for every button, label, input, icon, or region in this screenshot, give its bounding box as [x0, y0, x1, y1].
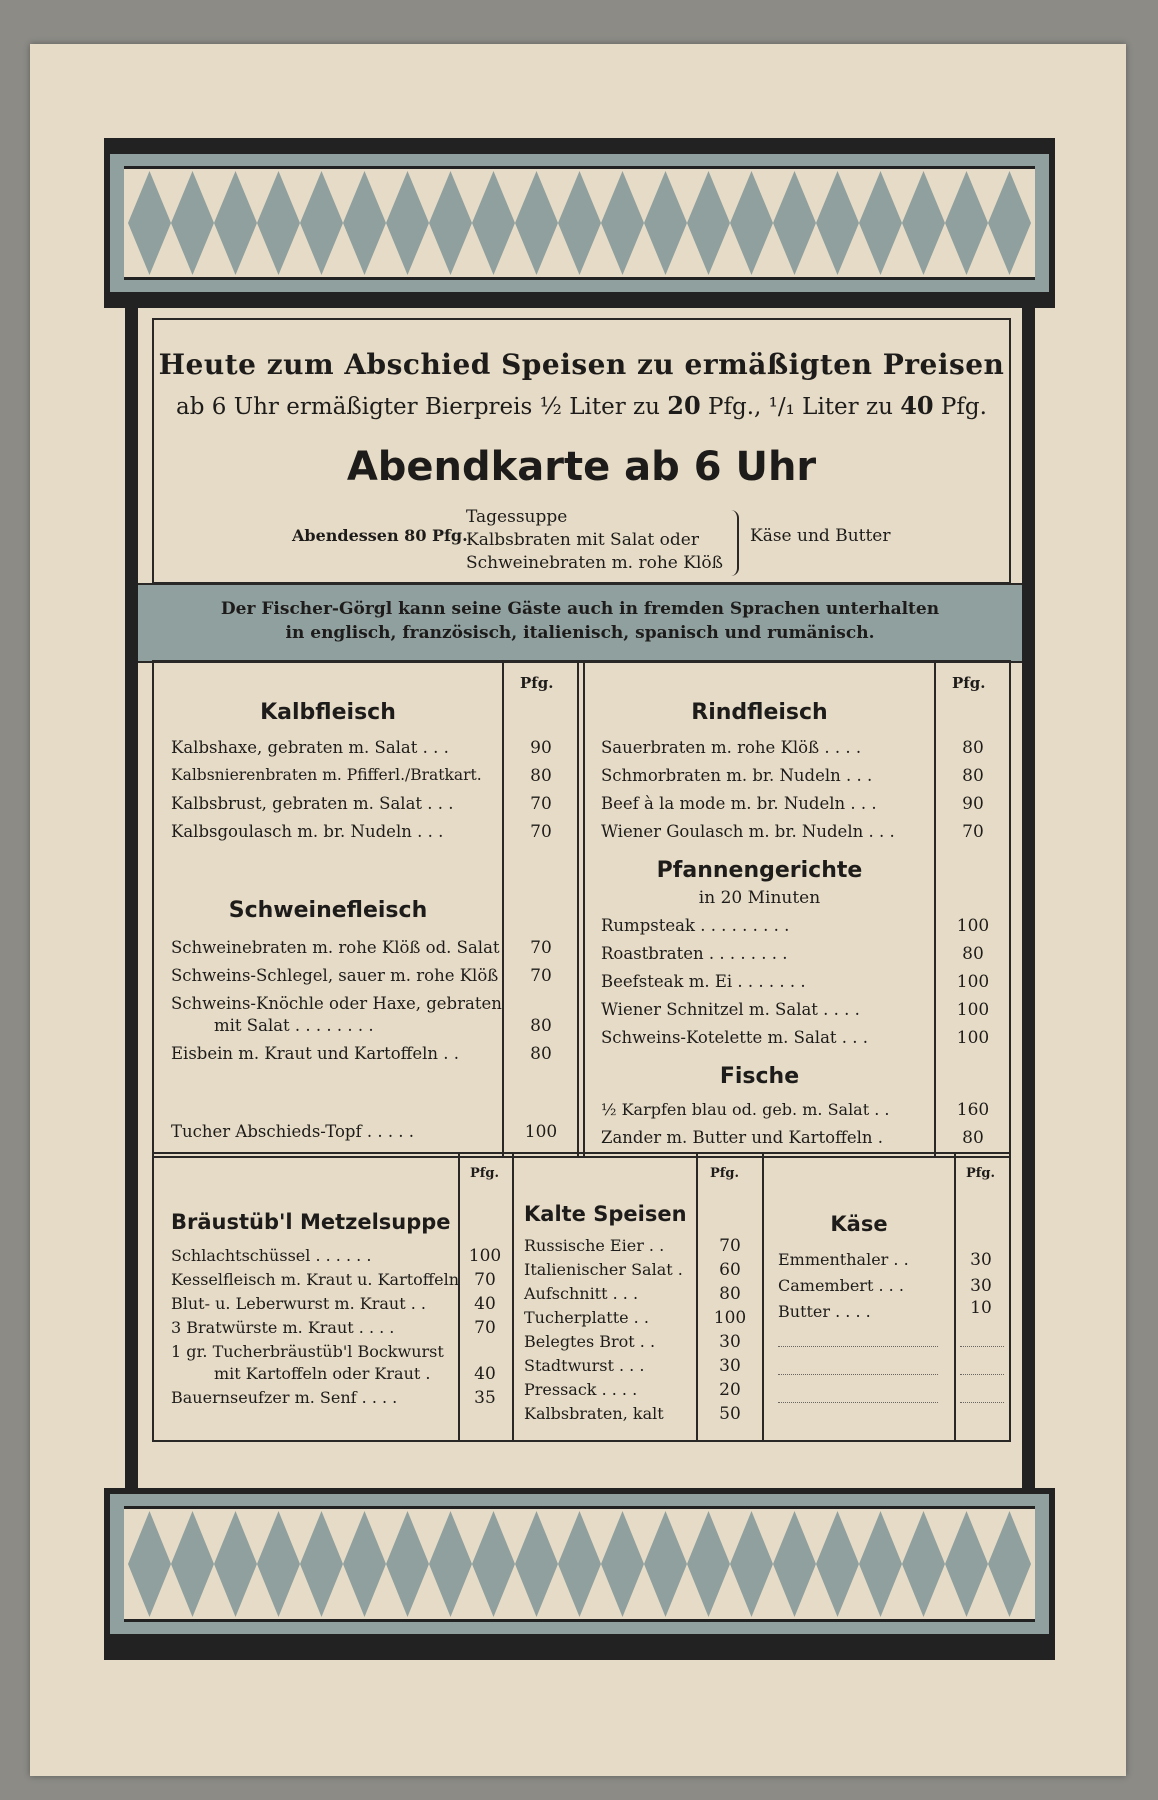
menu-price: 30	[719, 1332, 741, 1352]
menu-item: Schweinebraten m. rohe Klöß od. Salat	[171, 938, 500, 957]
diamond	[171, 171, 214, 275]
blank-line	[960, 1346, 1004, 1347]
menu-price: 70	[530, 822, 552, 842]
menu-item: Beef à la mode m. br. Nudeln . . .	[601, 794, 877, 813]
diamond	[429, 171, 472, 275]
menu-price: 100	[956, 1000, 990, 1020]
diamond	[687, 171, 730, 275]
menu-title: Abendkarte ab 6 Uhr	[346, 444, 817, 490]
dinner-price-label: Abendessen 80 Pfg.	[292, 526, 468, 545]
diamond	[687, 1511, 730, 1617]
menu-item: Italienischer Salat .	[524, 1260, 683, 1279]
menu-price: 10	[970, 1298, 992, 1318]
menu-item: 3 Bratwürste m. Kraut . . . .	[171, 1318, 395, 1337]
menu-item: Kalbsnierenbraten m. Pfifferl./Bratkart.	[171, 766, 482, 784]
dinner-extra: Käse und Butter	[750, 526, 891, 546]
menu-item: Stadtwurst . . .	[524, 1356, 645, 1375]
blank-line	[778, 1374, 938, 1375]
diamond	[859, 171, 902, 275]
menu-price: 70	[530, 794, 552, 814]
blank-line	[960, 1402, 1004, 1403]
menu-price: 30	[719, 1356, 741, 1376]
section-kaese: Käse	[830, 1212, 888, 1236]
menu-item: Butter . . . .	[778, 1302, 871, 1321]
menu-price: 100	[956, 1028, 990, 1048]
menu-item: Kalbsbraten, kalt	[524, 1404, 664, 1423]
menu-price: 70	[719, 1236, 741, 1256]
menu-item: Beefsteak m. Ei . . . . . . .	[601, 972, 806, 991]
section-metzelsuppe: Bräustüb'l Metzelsuppe	[171, 1210, 451, 1234]
unit-header: Pfg.	[966, 1166, 995, 1181]
diamond	[386, 171, 429, 275]
menu-item: Schweins-Schlegel, sauer m. rohe Klöß	[171, 966, 499, 985]
menu-item: Russische Eier . .	[524, 1236, 665, 1255]
menu-item: Emmenthaler . .	[778, 1250, 909, 1269]
menu-item: Wiener Schnitzel m. Salat . . . .	[601, 1000, 860, 1019]
menu-item: mit Kartoffeln oder Kraut .	[214, 1364, 431, 1383]
diamond	[472, 171, 515, 275]
diamond	[902, 1511, 945, 1617]
top-diamond-border	[104, 138, 1055, 308]
menu-frame	[125, 308, 1035, 1488]
dinner-item: Schweinebraten m. rohe Klöß	[466, 553, 723, 573]
menu-item: Eisbein m. Kraut und Kartoffeln . .	[171, 1044, 460, 1063]
diamond	[945, 1511, 988, 1617]
blank-line	[778, 1402, 938, 1403]
menu-item: Kalbsbrust, gebraten m. Salat . . .	[171, 794, 454, 813]
unit-header: Pfg.	[470, 1166, 499, 1181]
menu-price: 30	[970, 1276, 992, 1296]
menu-item: Sauerbraten m. rohe Klöß . . . .	[601, 738, 862, 757]
section-fische: Fische	[719, 1064, 800, 1089]
menu-item: mit Salat . . . . . . . .	[214, 1016, 374, 1035]
snacks-table	[152, 1152, 1011, 1442]
diamond	[773, 1511, 816, 1617]
diamond	[515, 171, 558, 275]
diamond	[472, 1511, 515, 1617]
diamond	[128, 171, 171, 275]
menu-price: 100	[524, 1122, 558, 1142]
dinner-item: Kalbsbraten mit Salat oder	[466, 530, 699, 550]
menu-price: 100	[956, 972, 990, 992]
section-kalte-speisen: Kalte Speisen	[524, 1202, 687, 1226]
menu-price: 80	[719, 1284, 741, 1304]
menu-item: Bauernseufzer m. Senf . . . .	[171, 1388, 398, 1407]
section-pfannengerichte: Pfannengerichte	[656, 858, 863, 883]
menu-price: 80	[530, 1016, 552, 1036]
menu-price: 80	[962, 1128, 984, 1148]
menu-price: 20	[719, 1380, 741, 1400]
menu-item: Camembert . . .	[778, 1276, 904, 1295]
blank-line	[960, 1374, 1004, 1375]
diamond	[730, 171, 773, 275]
menu-price: 80	[962, 944, 984, 964]
menu-price: 30	[970, 1250, 992, 1270]
diamond-pattern	[110, 1494, 1049, 1634]
diamond	[386, 1511, 429, 1617]
menu-item: Roastbraten . . . . . . . .	[601, 944, 788, 963]
menu-item: Zander m. Butter und Kartoffeln .	[601, 1128, 883, 1147]
menu-price: 70	[962, 822, 984, 842]
diamond	[816, 1511, 859, 1617]
diamond	[343, 1511, 386, 1617]
diamond	[859, 1511, 902, 1617]
diamond	[214, 1511, 257, 1617]
diamond	[601, 171, 644, 275]
diamond	[257, 1511, 300, 1617]
menu-price: 80	[962, 766, 984, 786]
diamond	[644, 1511, 687, 1617]
dinner-item: Tagessuppe	[466, 507, 568, 527]
brace	[727, 510, 739, 576]
menu-price: 40	[474, 1364, 496, 1384]
section-subtitle: in 20 Minuten	[698, 888, 821, 908]
bottom-diamond-border	[104, 1488, 1055, 1660]
menu-item: Wiener Goulasch m. br. Nudeln . . .	[601, 822, 895, 841]
diamond	[257, 171, 300, 275]
menu-price: 100	[713, 1308, 747, 1328]
menu-price: 70	[530, 938, 552, 958]
diamond	[773, 171, 816, 275]
beer-price-line: ab 6 Uhr ermäßigter Bierpreis ½ Liter zu 20 Pfg., ¹/₁ Liter zu 40 Pfg.	[176, 391, 987, 420]
menu-price: 100	[956, 916, 990, 936]
diamond	[515, 1511, 558, 1617]
menu-item: Blut- u. Leberwurst m. Kraut . .	[171, 1294, 426, 1313]
menu-price: 50	[719, 1404, 741, 1424]
main-dishes-table	[152, 660, 1011, 1158]
diamond	[988, 1511, 1031, 1617]
menu-item: Aufschnitt . . .	[524, 1284, 639, 1303]
menu-price: 40	[474, 1294, 496, 1314]
diamond	[300, 171, 343, 275]
menu-price: 100	[468, 1246, 502, 1266]
language-notice: Der Fischer-Görgl kann seine Gäste auch in fremden Sprachen unterhalten in englisch, französisch, italienisch, spanisch und rumänisch.	[138, 583, 1022, 663]
menu-price: 80	[530, 1044, 552, 1064]
menu-item: Schlachtschüssel . . . . . .	[171, 1246, 372, 1265]
menu-price: 70	[474, 1270, 496, 1290]
section-schweinefleisch: Schweinefleisch	[228, 898, 428, 923]
menu-price: 90	[530, 738, 552, 758]
menu-price: 80	[530, 766, 552, 786]
diamond	[988, 171, 1031, 275]
diamond	[429, 1511, 472, 1617]
menu-item: Schweins-Kotelette m. Salat . . .	[601, 1028, 869, 1047]
menu-price: 160	[956, 1100, 990, 1120]
diamond-pattern	[110, 154, 1049, 292]
menu-price: 80	[962, 738, 984, 758]
menu-item: 1 gr. Tucherbräustüb'l Bockwurst	[171, 1342, 444, 1361]
farewell-headline: Heute zum Abschied Speisen zu ermäßigten Preisen	[158, 348, 1005, 381]
menu-item: Schmorbraten m. br. Nudeln . . .	[601, 766, 873, 785]
menu-item: Kalbsgoulasch m. br. Nudeln . . .	[171, 822, 444, 841]
unit-header: Pfg.	[952, 674, 986, 692]
section-kalbfleisch: Kalbfleisch	[260, 700, 396, 725]
menu-item: Kesselfleisch m. Kraut u. Kartoffeln	[171, 1270, 460, 1289]
blank-line	[778, 1346, 938, 1347]
menu-item: Rumpsteak . . . . . . . . .	[601, 916, 790, 935]
header-box	[152, 318, 1011, 584]
diamond	[343, 171, 386, 275]
menu-item: Tucherplatte . .	[524, 1308, 649, 1327]
dinner-items	[466, 506, 723, 575]
diamond	[644, 171, 687, 275]
menu-item: Belegtes Brot . .	[524, 1332, 656, 1351]
diamond	[558, 171, 601, 275]
menu-price: 70	[530, 966, 552, 986]
menu-price: 60	[719, 1260, 741, 1280]
menu-item: Tucher Abschieds-Topf . . . . .	[171, 1122, 415, 1141]
diamond	[171, 1511, 214, 1617]
diamond	[300, 1511, 343, 1617]
section-rindfleisch: Rindfleisch	[691, 700, 828, 725]
menu-price: 35	[474, 1388, 496, 1408]
unit-header: Pfg.	[710, 1166, 739, 1181]
diamond	[816, 171, 859, 275]
menu-item: Pressack . . . .	[524, 1380, 638, 1399]
diamond	[730, 1511, 773, 1617]
unit-header: Pfg.	[520, 674, 554, 692]
diamond	[601, 1511, 644, 1617]
menu-item: Kalbshaxe, gebraten m. Salat . . .	[171, 738, 449, 757]
diamond	[945, 171, 988, 275]
menu-item: ½ Karpfen blau od. geb. m. Salat . .	[601, 1100, 890, 1119]
menu-price: 70	[474, 1318, 496, 1338]
diamond	[558, 1511, 601, 1617]
diamond	[902, 171, 945, 275]
diamond	[128, 1511, 171, 1617]
menu-price: 90	[962, 794, 984, 814]
menu-item: Schweins-Knöchle oder Haxe, gebraten	[171, 994, 502, 1013]
diamond	[214, 171, 257, 275]
